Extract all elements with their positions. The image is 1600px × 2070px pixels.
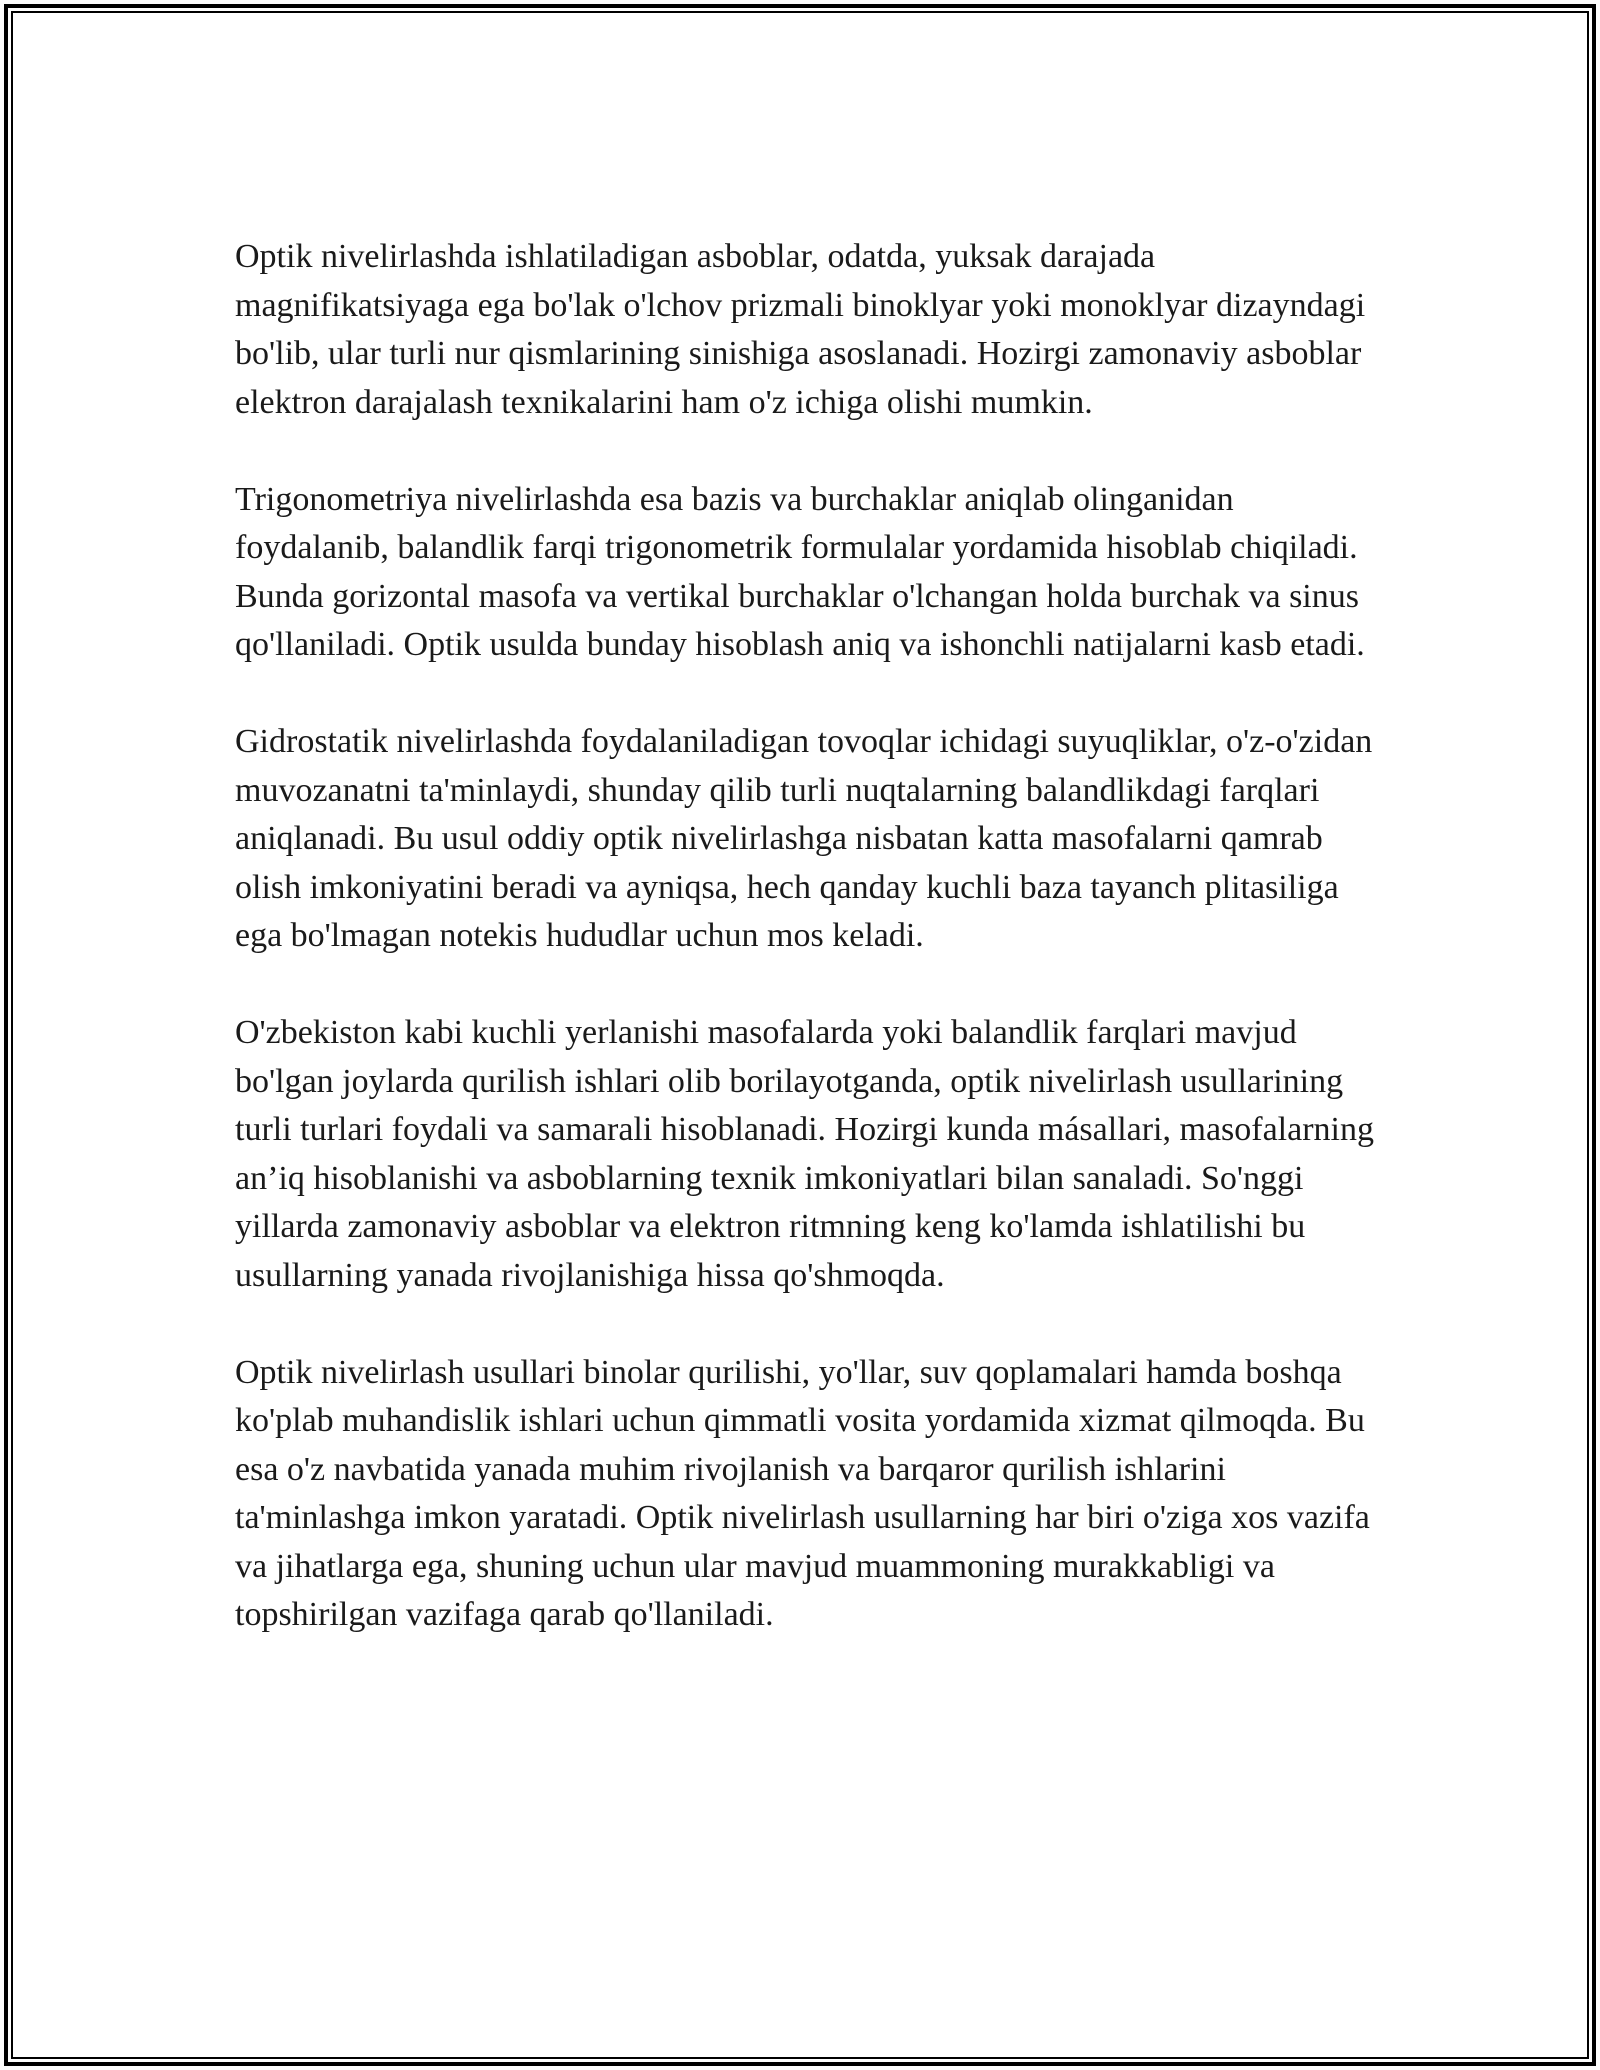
document-body <box>235 233 1375 1640</box>
paragraph-1: Optik nivelirlashda ishlatiladigan asboblar, odatda, yuksak darajada magnifikatsiyaga ega bo'lak o'lchov prizmali binoklyar yoki monoklyar dizayndagi bo'lib, ular turli nur qismlarining sinishiga asoslanadi. Hozirgi zamonaviy asboblar elektron darajalash texnikalarini ham o'z ichiga olishi mumkin. <box>235 238 1366 421</box>
paragraph-5: Optik nivelirlash usullari binolar qurilishi, yo'llar, suv qoplamalari hamda boshqa ko'plab muhandislik ishlari uchun qimmatli vosita yordamida xizmat qilmoqda. Bu esa o'z navbatida yanada muhim rivojlanish va barqaror qurilish ishlarini ta'minlashga imkon yaratadi. Optik nivelirlash usullarning har biri o'ziga xos vazifa va jihatlarga ega, shuning uchun ular mavjud muammoning murakkabligi va topshirilgan vazifaga qarab qo'llaniladi. <box>235 1353 1370 1633</box>
paragraph-3: Gidrostatik nivelirlashda foydalaniladigan tovoqlar ichidagi suyuqliklar, o'z-o'zidan muvozanatni ta'minlaydi, shunday qilib turli nuqtalarning balandlikdagi farqlari aniqlanadi. Bu usul oddiy optik nivelirlashga nisbatan katta masofalarni qamrab olish imkoniyatini beradi va ayniqsa, hech qanday kuchli baza tayanch plitasiliga ega bo'lmagan notekis hududlar uchun mos keladi. <box>235 723 1373 954</box>
paragraph-2: Trigonometriya nivelirlashda esa bazis va burchaklar aniqlab olinganidan foydalanib, balandlik farqi trigonometrik formulalar yordamida hisoblab chiqiladi. Bunda gorizontal masofa va vertikal burchaklar o'lchangan holda burchak va sinus qo'llaniladi. Optik usulda bunday hisoblash aniq va ishonchli natijalarni kasb etadi. <box>235 480 1365 663</box>
paragraph-4: O'zbekiston kabi kuchli yerlanishi masofalarda yoki balandlik farqlari mavjud bo'lgan joylarda qurilish ishlari olib borilayotganda, optik nivelirlash usullarining turli turlari foydali va samarali hisoblanadi. Hozirgi kunda másallari, masofalarning an’iq hisoblanishi va asboblarning texnik imkoniyatlari bilan sanaladi. So'nggi yillarda zamonaviy asboblar va elektron ritmning keng ko'lamda ishlatilishi bu usullarning yanada rivojlanishiga hissa qo'shmoqda. <box>235 1014 1374 1294</box>
